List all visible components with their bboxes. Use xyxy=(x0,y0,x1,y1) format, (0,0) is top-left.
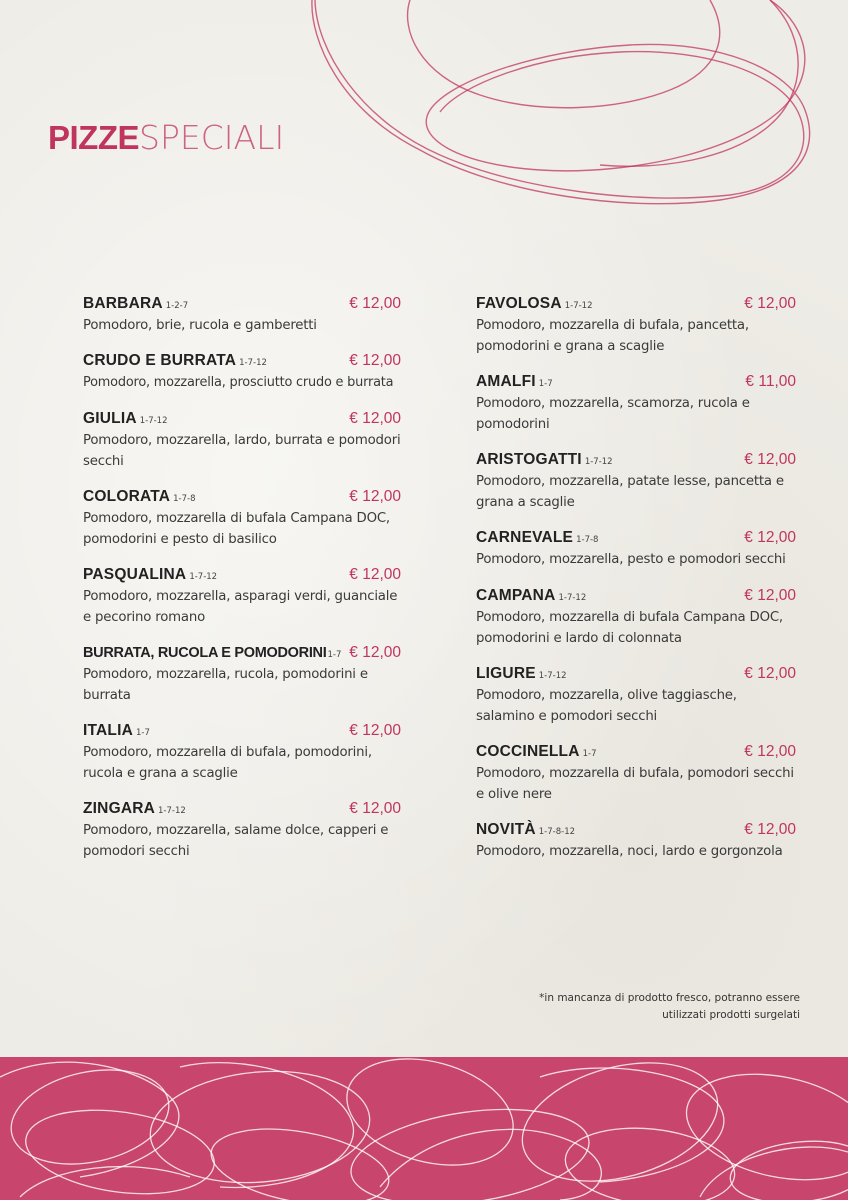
item-description: Pomodoro, mozzarella, salame dolce, capperi e pomodori secchi xyxy=(83,823,389,859)
item-name xyxy=(476,527,598,551)
menu-item-burrata-rucola-pomodorini xyxy=(83,642,401,706)
menu-item-crudo-e-burrata xyxy=(83,350,401,393)
item-name-text: COLORATA xyxy=(83,488,171,505)
item-allergens: 1-7-12 xyxy=(558,593,587,603)
item-price: € 12,00 xyxy=(349,410,401,427)
item-allergens: 1-7-8 xyxy=(576,535,599,545)
item-name-text: BARBARA xyxy=(83,295,163,312)
item-description: Pomodoro, mozzarella di bufala Campana DOC, pomodorini e pesto di basilico xyxy=(83,511,390,547)
menu-item-aristogatti xyxy=(476,449,796,513)
item-price: € 12,00 xyxy=(349,722,401,739)
item-description: Pomodoro, mozzarella di bufala Campana DOC, pomodorini e lardo di colonnata xyxy=(476,610,783,646)
item-price: € 12,00 xyxy=(744,295,796,312)
item-name xyxy=(83,408,168,432)
item-price: € 12,00 xyxy=(349,352,401,369)
menu-item-giulia xyxy=(83,408,401,472)
item-allergens: 1-7-12 xyxy=(564,301,593,311)
swirl-decoration-bottom xyxy=(0,1057,848,1200)
menu-item-zingara xyxy=(83,798,401,862)
item-name xyxy=(83,564,217,588)
item-description: Pomodoro, mozzarella di bufala, pancetta, pomodorini e grana a scaglie xyxy=(476,318,749,354)
menu-item-amalfi xyxy=(476,371,796,435)
menu-item-italia xyxy=(83,720,401,784)
item-name-text: CARNEVALE xyxy=(476,529,574,546)
item-allergens: 1-7-8-12 xyxy=(538,827,576,837)
item-name-text: BURRATA, RUCOLA E POMODORINI xyxy=(83,645,327,661)
item-allergens: 1-7-12 xyxy=(189,572,218,582)
item-name-text: FAVOLOSA xyxy=(476,295,562,312)
item-description: Pomodoro, mozzarella, patate lesse, pancetta e grana a scaglie xyxy=(476,474,784,510)
item-name xyxy=(476,371,553,395)
title-bold: PIZZE xyxy=(48,119,140,156)
item-description: Pomodoro, mozzarella di bufala, pomodori secchi e olive nere xyxy=(476,766,794,802)
item-name-text: ITALIA xyxy=(83,722,133,739)
item-allergens: 1-7-12 xyxy=(239,358,267,368)
item-allergens: 1-7-8 xyxy=(173,494,196,504)
menu-item-novita xyxy=(476,819,796,862)
item-description: Pomodoro, mozzarella, noci, lardo e gorgonzola xyxy=(476,844,783,859)
item-price: € 12,00 xyxy=(349,800,401,817)
item-description: Pomodoro, mozzarella, prosciutto crudo e burrata xyxy=(83,375,394,390)
menu-item-ligure xyxy=(476,663,796,727)
item-price: € 12,00 xyxy=(744,587,796,604)
menu-item-barbara xyxy=(83,293,401,336)
item-name-text: COCCINELLA xyxy=(476,743,580,760)
item-name-text: CRUDO E BURRATA xyxy=(83,352,237,369)
item-name xyxy=(83,350,267,374)
footer-band xyxy=(0,1057,848,1200)
item-allergens: 1-7 xyxy=(136,728,150,738)
footnote xyxy=(500,990,800,1024)
item-name xyxy=(476,449,613,473)
item-name xyxy=(476,819,575,843)
item-price: € 11,00 xyxy=(745,373,796,390)
item-allergens: 1-2-7 xyxy=(165,301,189,311)
item-name-text: CAMPANA xyxy=(476,587,556,604)
item-price: € 12,00 xyxy=(744,529,796,546)
item-description: Pomodoro, mozzarella, pesto e pomodori secchi xyxy=(476,552,786,567)
item-description: Pomodoro, mozzarella, rucola, pomodorini e burrata xyxy=(83,667,368,703)
item-name xyxy=(476,585,586,609)
menu-item-coccinella xyxy=(476,741,796,805)
menu-item-pasqualina xyxy=(83,564,401,628)
item-price: € 12,00 xyxy=(349,488,401,505)
item-name xyxy=(83,293,188,317)
menu-item-campana xyxy=(476,585,796,649)
title-light: SPECIALI xyxy=(139,118,285,157)
item-price: € 12,00 xyxy=(349,644,401,661)
item-name-text: PASQUALINA xyxy=(83,566,187,583)
item-name-text: LIGURE xyxy=(476,665,536,682)
item-description: Pomodoro, mozzarella, scamorza, rucola e pomodorini xyxy=(476,396,750,432)
swirl-decoration-top xyxy=(300,0,848,215)
item-name xyxy=(476,293,593,317)
item-allergens: 1-7-12 xyxy=(538,671,567,681)
item-name-text: NOVITÀ xyxy=(476,821,536,838)
menu-item-favolosa xyxy=(476,293,796,357)
item-allergens: 1-7-12 xyxy=(139,416,168,426)
item-name xyxy=(83,486,195,510)
item-description: Pomodoro, mozzarella di bufala, pomodorini, rucola e grana a scaglie xyxy=(83,745,372,781)
page-title xyxy=(48,118,284,158)
item-name-text: ZINGARA xyxy=(83,800,156,817)
item-description: Pomodoro, mozzarella, asparagi verdi, guanciale e pecorino romano xyxy=(83,589,398,625)
item-description: Pomodoro, mozzarella, lardo, burrata e pomodori secchi xyxy=(83,433,401,469)
item-name xyxy=(476,741,597,765)
footnote-line-2: utilizzati prodotti surgelati xyxy=(662,1009,800,1021)
item-name-text: ARISTOGATTI xyxy=(476,451,582,468)
item-allergens: 1-7-12 xyxy=(158,806,186,816)
item-name xyxy=(83,720,150,744)
menu-item-carnevale xyxy=(476,527,796,570)
item-price: € 12,00 xyxy=(744,665,796,682)
item-name xyxy=(83,798,186,822)
item-price: € 12,00 xyxy=(744,451,796,468)
item-price: € 12,00 xyxy=(744,821,796,838)
menu-item-colorata xyxy=(83,486,401,550)
item-allergens: 1-7-12 xyxy=(584,457,613,467)
item-name-text: GIULIA xyxy=(83,410,137,427)
item-allergens: 1-7 xyxy=(327,650,342,660)
item-description: Pomodoro, brie, rucola e gamberetti xyxy=(83,318,317,333)
item-allergens: 1-7 xyxy=(538,379,553,389)
item-description: Pomodoro, mozzarella, olive taggiasche, salamino e pomodori secchi xyxy=(476,688,737,724)
item-name xyxy=(476,663,567,687)
item-name-text: AMALFI xyxy=(476,373,536,390)
item-name xyxy=(83,642,341,666)
item-allergens: 1-7 xyxy=(582,749,597,759)
item-price: € 12,00 xyxy=(349,295,401,312)
item-price: € 12,00 xyxy=(744,743,796,760)
footnote-line-1: *in mancanza di prodotto fresco, potranno essere xyxy=(539,992,800,1004)
item-price: € 12,00 xyxy=(349,566,401,583)
